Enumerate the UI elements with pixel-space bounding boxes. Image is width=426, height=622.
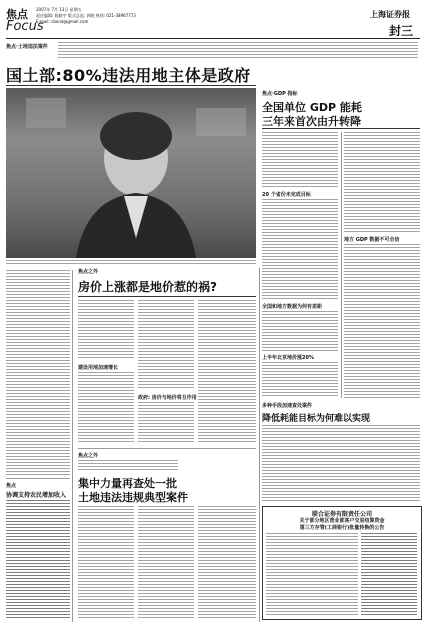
land-headline-1: 集中力量再查处一批	[78, 477, 177, 490]
gdp-headline-1: 全国单位 GDP 能耗	[262, 101, 362, 114]
masthead-divider	[6, 38, 420, 39]
stock-headline: 降低耗能目标为何难以实现	[262, 414, 371, 424]
land-col3	[198, 506, 256, 618]
left-col-divider	[72, 270, 73, 622]
lead-photo	[6, 88, 256, 258]
section-title-cn: 焦点	[6, 8, 28, 21]
gdp-col2-text	[344, 132, 420, 232]
stock-subhead: 多种手段加速查处案件	[262, 403, 313, 409]
side-kicker: 焦点	[6, 483, 17, 489]
lead-kicker: 焦点·土地违法案件	[6, 44, 48, 50]
side-rule	[6, 478, 70, 479]
notice-body-right	[361, 533, 417, 615]
stock-text	[262, 425, 420, 503]
gdp-col1-text	[262, 132, 338, 187]
land-kicker: 焦点之外	[78, 453, 99, 459]
house-subhead-b: 政府: 房价与地价将互作用	[138, 395, 197, 401]
house-subhead-a: 建设用地加速增长	[78, 365, 119, 371]
masthead	[6, 6, 420, 38]
gdp-col-divider	[341, 132, 342, 398]
section-title-en: Focus	[6, 19, 44, 34]
house-col1	[78, 300, 134, 360]
headline-rule	[6, 85, 256, 86]
land-col1	[78, 506, 134, 618]
house-kicker: 焦点之外	[78, 269, 99, 275]
land-intro	[78, 460, 178, 472]
gdp-col1-text-b	[262, 199, 338, 299]
notice-box	[262, 506, 422, 620]
house-col2	[138, 300, 194, 390]
house-headline: 房价上涨都是地价惹的祸?	[78, 280, 217, 294]
date-line: 2007年 7月 13日 星期五	[36, 7, 82, 12]
lead-col-text-a	[6, 270, 70, 475]
gdp-col1-text-c	[262, 311, 338, 351]
lead-headline: 国土部:80%违法用地主体是政府	[6, 66, 251, 85]
paper-name: 上海证券报	[370, 10, 410, 19]
house-rule	[78, 296, 256, 297]
gdp-headline-2: 三年来首次由升转降	[262, 115, 361, 128]
gdp-subhead-4: 上半年北京地价涨20%	[262, 355, 314, 361]
side-headline: 协调支持农民增加收入	[6, 492, 67, 499]
house-bottom-rule	[78, 448, 256, 449]
email-line: E-mail: cbond@gmail.com	[36, 19, 89, 24]
gdp-col1-text-d	[262, 362, 338, 398]
side-text	[6, 500, 70, 618]
house-col1-b	[78, 372, 134, 444]
mid-col-divider	[259, 268, 260, 622]
notice-title-3: 第三方存管(工商银行)批量转换的公告	[299, 525, 385, 531]
notice-title-2: 关于部分地区营业部客户交易结算资金	[299, 518, 385, 524]
gdp-col2-text-b	[344, 244, 420, 398]
official-portrait-image	[6, 88, 256, 258]
land-headline-2: 土地违法违规典型案件	[78, 491, 188, 504]
notice-body-left	[266, 533, 358, 615]
gdp-kicker: 焦点·GDP 指标	[262, 91, 298, 97]
notice-title-1: 联合证券有限责任公司	[311, 511, 372, 518]
house-col2-b	[138, 402, 194, 444]
gdp-subhead-1: 20 个省份未完成目标	[262, 192, 311, 198]
gdp-subhead-3: 全国和地方数据为何有差距	[262, 304, 323, 310]
gdp-rule	[262, 128, 420, 129]
lead-summary	[58, 42, 418, 60]
page-label: 封三	[389, 24, 414, 38]
house-col3	[198, 300, 256, 444]
land-col2	[138, 506, 194, 618]
photo-caption	[6, 260, 256, 266]
gdp-subhead-2: 地方 GDP 数据不可全信	[344, 237, 400, 243]
editor-line: 责任编辑: 陈晓宇 版式总监: 郭晓 热线: 021-38967773	[36, 13, 136, 18]
